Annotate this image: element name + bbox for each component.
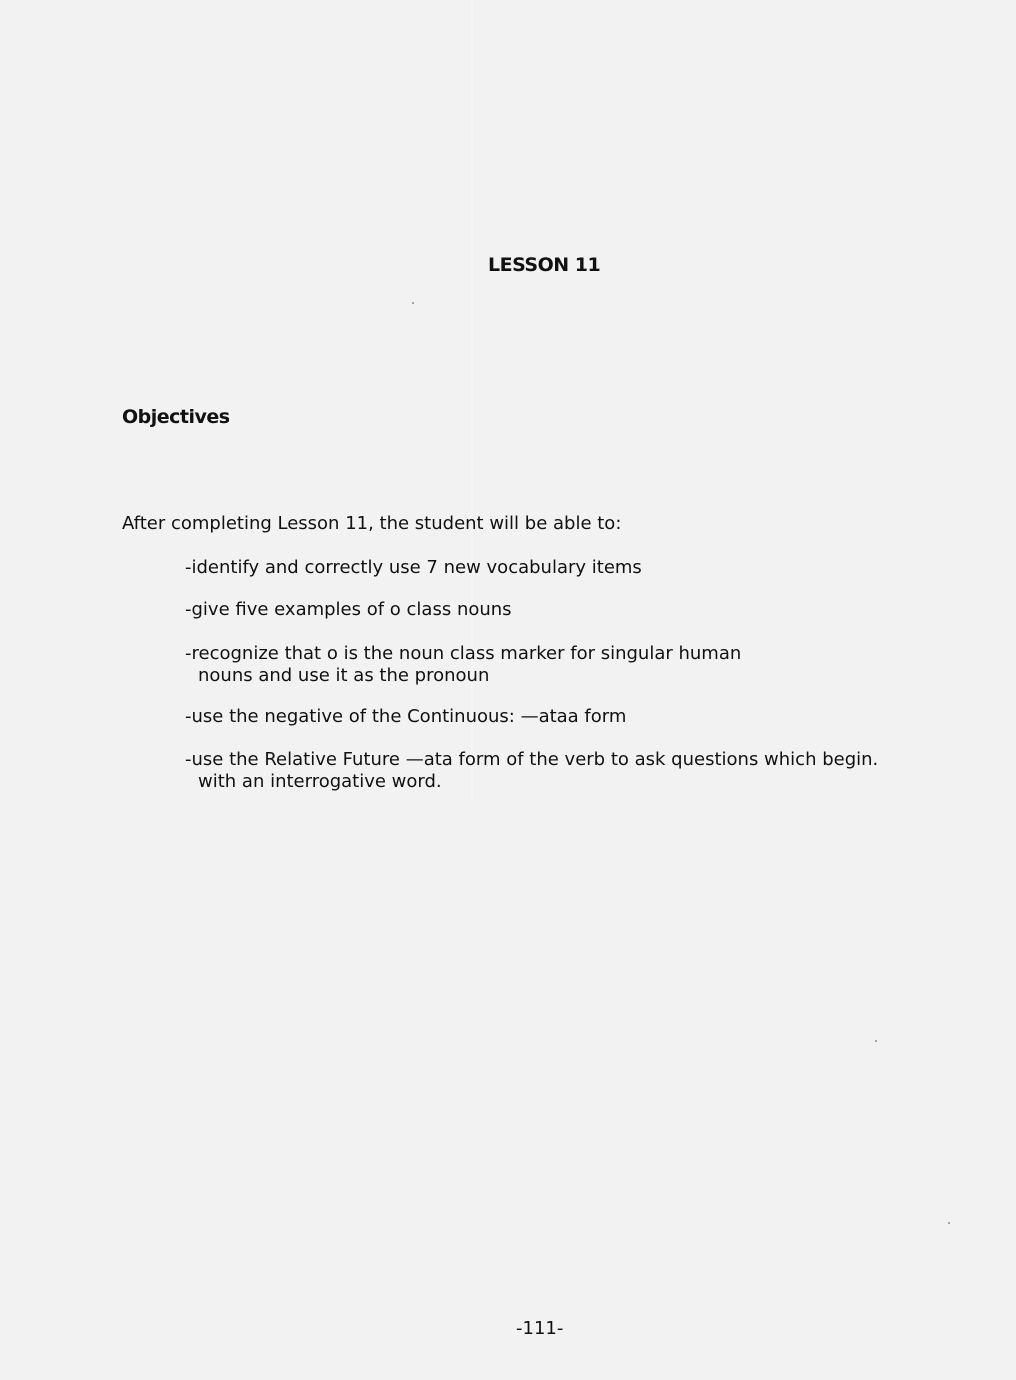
lesson-title: LESSON 11 [488,254,601,276]
objective-item [185,599,512,621]
page-number: -111- [516,1318,564,1339]
intro-text: After completing Lesson 11, the student will be able to: [122,513,622,534]
objective-item [185,749,878,793]
objective-line-continuation: with an interrogative word. [198,771,442,792]
objective-item [185,557,642,579]
objective-line: -recognize that o is the noun class marker for singular human [185,643,742,664]
objective-line: -use the Relative Future —ata form of the verb to ask questions which begin. [185,749,879,770]
objective-item [185,643,741,687]
section-heading: Objectives [122,406,230,428]
objective-line: -give five examples of o class nouns [185,599,512,620]
scan-speck [948,1222,950,1224]
objective-item [185,706,626,728]
objective-line: -use the negative of the Continuous: —ataa form [185,706,627,727]
scan-speck [875,1040,877,1042]
objective-line: -identify and correctly use 7 new vocabulary items [185,557,642,578]
objective-line-continuation: nouns and use it as the pronoun [198,665,490,686]
scan-speck [412,302,414,304]
